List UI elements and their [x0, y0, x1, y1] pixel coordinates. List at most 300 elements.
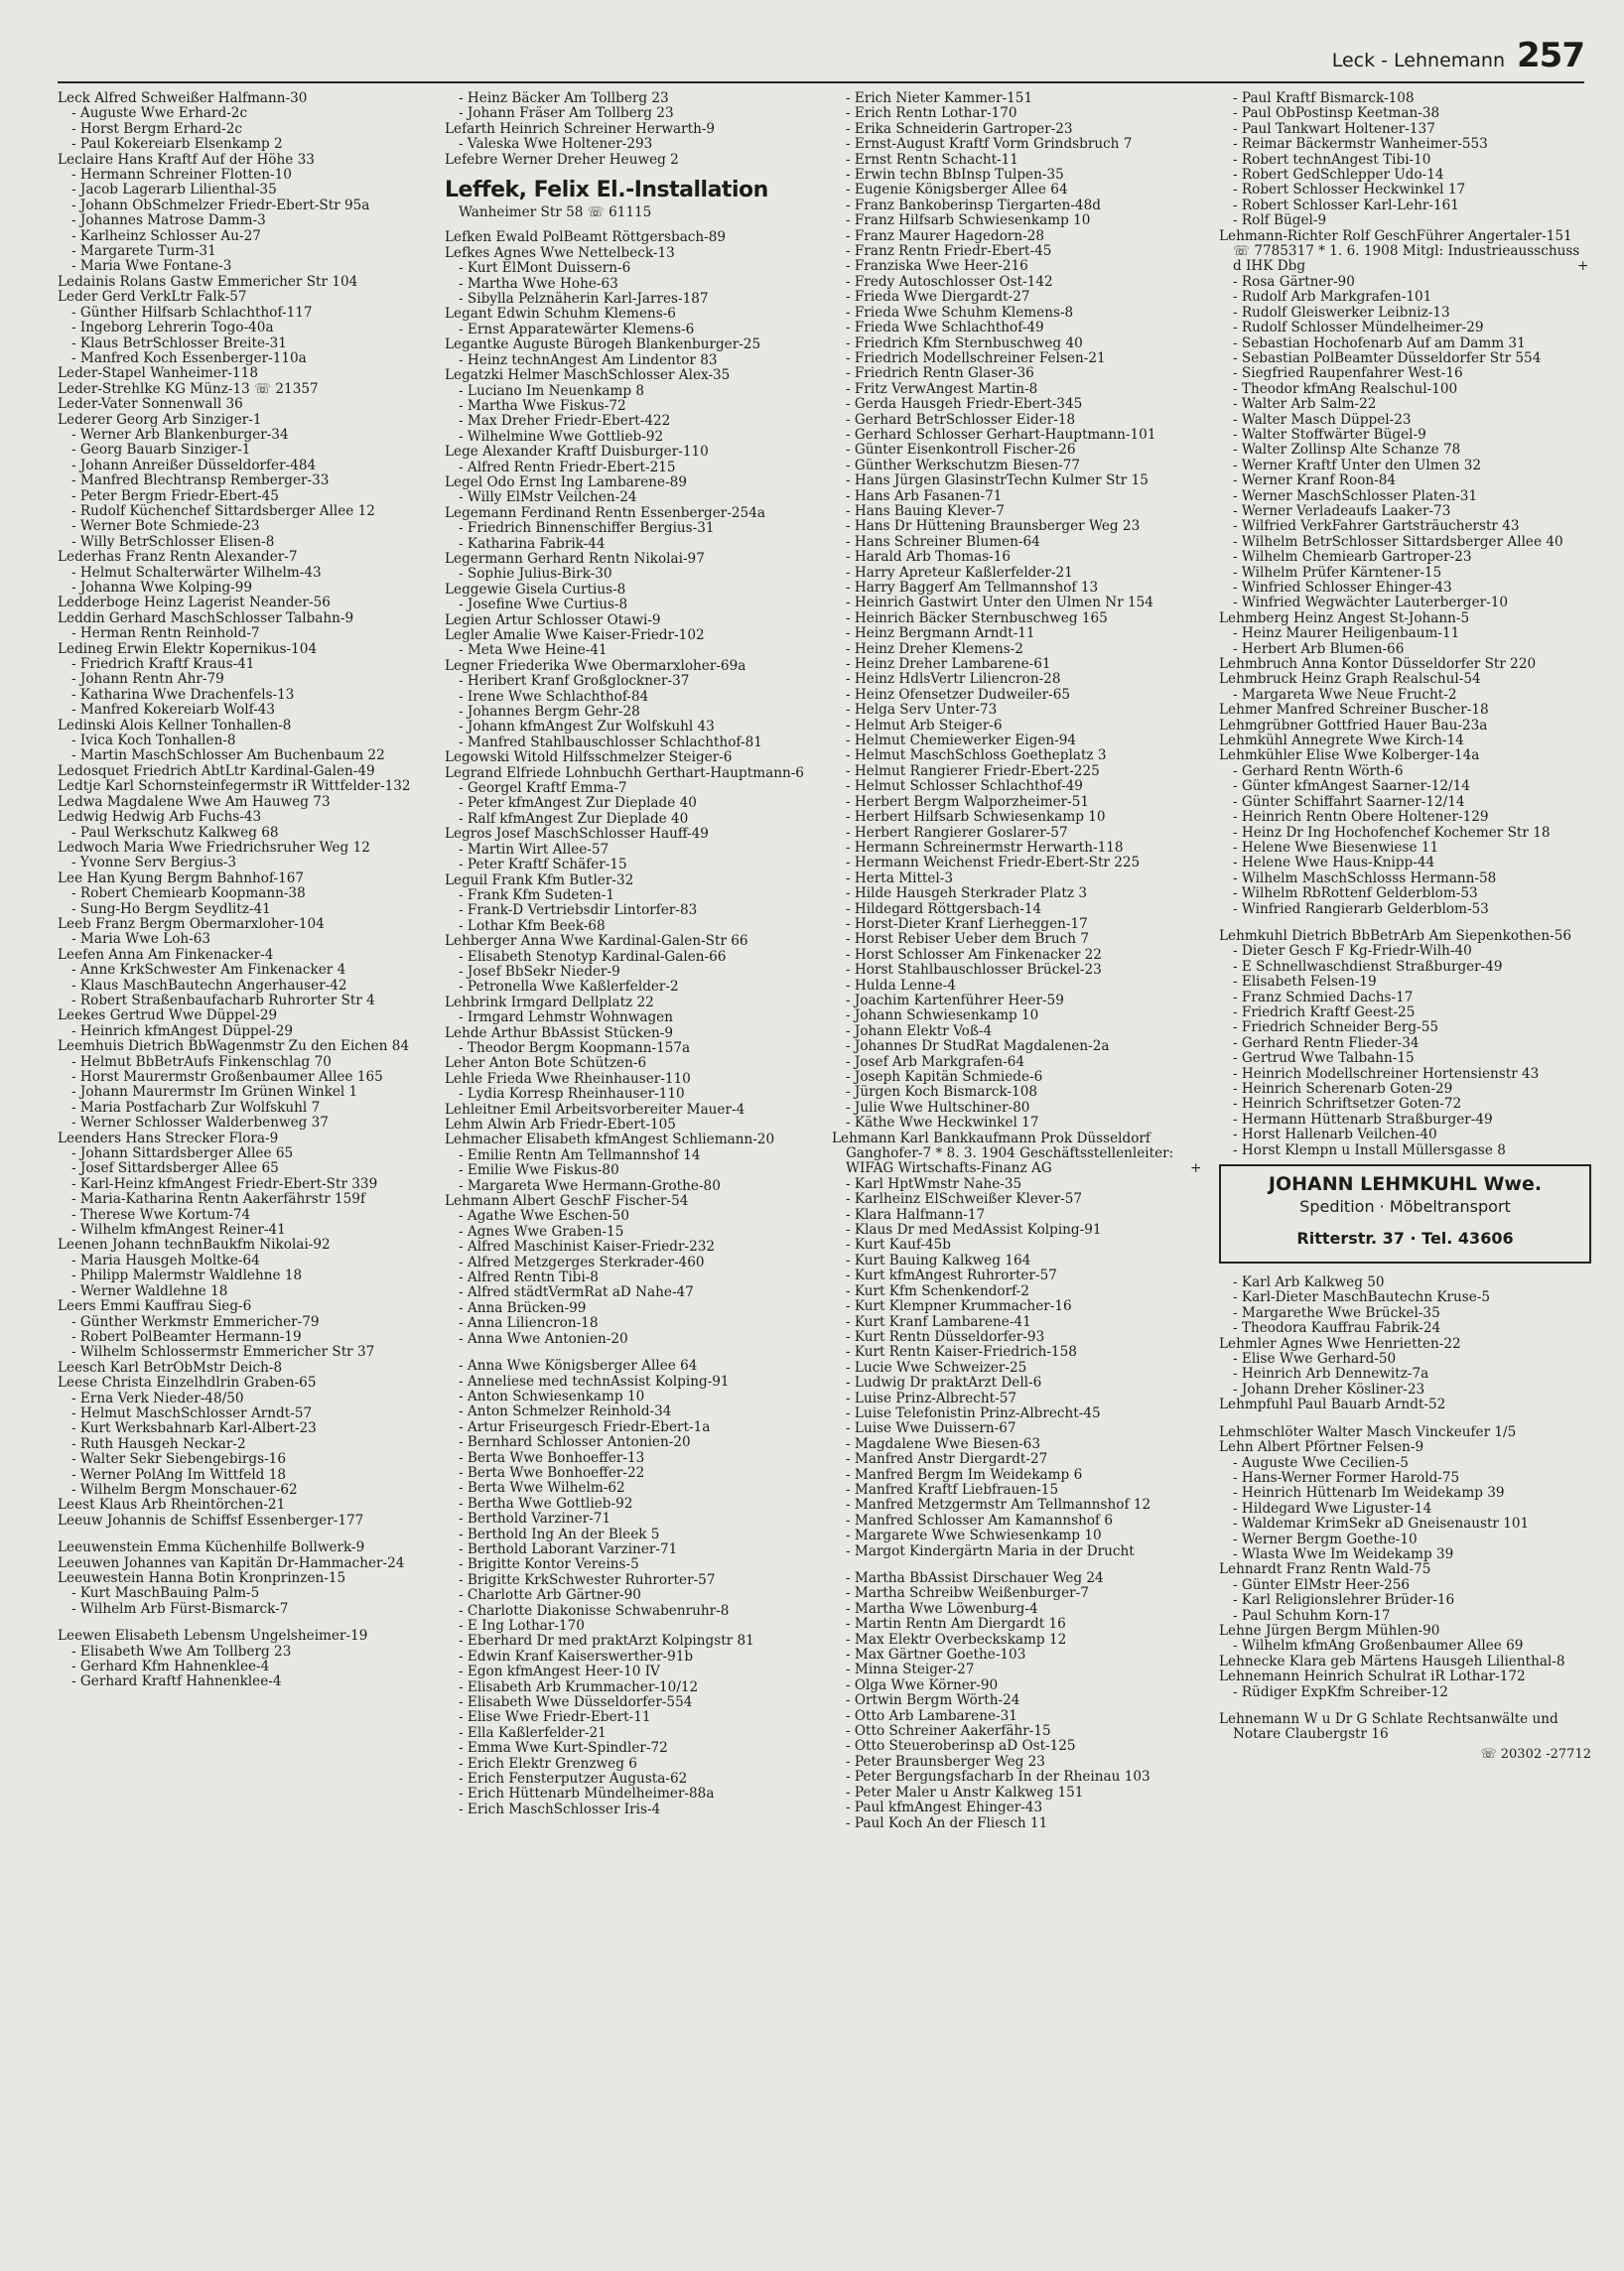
- entry-text: Lehmkühl Annegrete Wwe Kirch-14: [1219, 733, 1464, 749]
- entry-text: Legel Odo Ernst Ing Lambarene-89: [445, 473, 687, 490]
- sub-entry: [58, 504, 430, 519]
- entry-text: Lehnecke Klara geb Märtens Hausgeh Lilienthal-8: [1219, 1653, 1565, 1670]
- entry-text: Lehmgrübner Gottfried Hauer Bau-23a: [1219, 717, 1488, 734]
- sub-entry: [832, 566, 1204, 581]
- sub-entry: [832, 1085, 1204, 1100]
- sub-entry: [58, 1223, 430, 1238]
- entry-text: - Brigitte Kontor Vereins-5: [459, 1556, 639, 1573]
- sub-entry: [832, 199, 1204, 213]
- entry-text: - Hermann Hüttenarb Straßburger-49: [1233, 1111, 1493, 1128]
- entry-text: - Heinrich Scherenarb Goten-29: [1233, 1081, 1453, 1097]
- entry-text: - Heinz HdlsVertr Liliencron-28: [846, 671, 1061, 688]
- column-4: [1219, 91, 1591, 2260]
- entry-text: - Theodora Kauffrau Fabrik-24: [1233, 1320, 1441, 1337]
- entry-text: - Werner Verladeaufs Laaker-73: [1233, 502, 1451, 519]
- entry-text: - Johann Schwiesenkamp 10: [846, 1007, 1039, 1024]
- entry-phone-footer: ☏ 20302 -27712: [1480, 1746, 1591, 1762]
- entry-text: - Hilde Hausgeh Sterkrader Platz 3: [846, 885, 1087, 902]
- sub-entry: [58, 979, 430, 994]
- entry-text: - Erich Nieter Kammer-151: [846, 91, 1033, 106]
- sub-entry: [58, 122, 430, 137]
- entry-text: Leeb Franz Bergm Obermarxloher-104: [58, 915, 325, 932]
- entry-text: - Günter Schiffahrt Saarner-12/14: [1233, 793, 1465, 810]
- entry-text: - Hildegard Röttgersbach-14: [846, 900, 1042, 917]
- entry-text: - Peter Braunsberger Weg 23: [846, 1753, 1045, 1770]
- entry-text: - Peter Maler u Anstr Kalkweg 151: [846, 1784, 1084, 1801]
- sub-entry: [445, 1695, 817, 1710]
- sub-entry: [832, 259, 1204, 274]
- sub-entry: [1219, 153, 1591, 168]
- sub-entry: [832, 963, 1204, 978]
- entry-text: - Johann kfmAngest Zur Wolfskuhl 43: [459, 719, 715, 735]
- advertisement-box: [1219, 1164, 1591, 1264]
- sub-entry: [832, 1330, 1204, 1345]
- entry-text: - Erich Fensterputzer Augusta-62: [459, 1771, 688, 1788]
- sub-entry: [445, 781, 817, 796]
- directory-entry: [1219, 1670, 1591, 1684]
- entry-text: - Anton Schmelzer Reinhold-34: [459, 1403, 672, 1420]
- entry-text: - Joachim Kartenführer Heer-59: [846, 992, 1064, 1008]
- entry-text: - Paul Werkschutz Kalkweg 68: [71, 824, 279, 841]
- directory-entry: Lehmann-Richter Rolf GeschFührer Angertaler-151 ☏ 7785317 * 1. 6. 1908 Mitgl: Industrieausschuss d IHK Dbg +: [1219, 227, 1589, 275]
- sub-entry: [832, 519, 1204, 534]
- entry-text: - Gerhard Rentn Flieder-34: [1233, 1034, 1420, 1051]
- entry-text: - Katharina Fabrik-44: [459, 535, 606, 552]
- sub-entry: [58, 1116, 430, 1131]
- sub-entry: [1219, 1367, 1591, 1382]
- entry-text: Legemann Ferdinand Rentn Essenberger-254a: [445, 504, 765, 521]
- sub-entry: [832, 841, 1204, 856]
- entry-text: - Heinz Ofensetzer Dudweiler-65: [846, 686, 1071, 703]
- sub-entry: [445, 980, 817, 995]
- entry-text: - Friedrich Modellschreiner Felsen-21: [846, 349, 1106, 366]
- entry-text: - Berthold Varziner-71: [459, 1511, 611, 1528]
- sub-entry: [832, 428, 1204, 443]
- entry-text: - Auguste Wwe Erhard-2c: [71, 105, 248, 122]
- directory-entry: [58, 1008, 430, 1023]
- entry-text: - Paul Tankwart Holtener-137: [1233, 120, 1435, 137]
- entry-text: - Robert technAngest Tibi-10: [1233, 151, 1431, 168]
- directory-entry: [445, 475, 817, 490]
- entry-text: - Emilie Wwe Fiskus-80: [459, 1162, 619, 1179]
- sub-entry: [445, 812, 817, 827]
- entry-text: - Wlasta Wwe Im Weidekamp 39: [1233, 1545, 1454, 1562]
- directory-entry: [58, 917, 430, 932]
- sub-entry: [445, 1665, 817, 1679]
- directory-entry: [58, 948, 430, 963]
- entry-text: - Karlheinz ElSchweißer Klever-57: [846, 1191, 1082, 1208]
- entry-text: - Werner Schlosser Walderbenweg 37: [71, 1115, 329, 1132]
- sub-entry: [832, 1452, 1204, 1467]
- directory-entry: [1219, 1398, 1591, 1412]
- sub-entry: [445, 521, 817, 536]
- sub-entry: [58, 535, 430, 550]
- entry-text: - Erich Elektr Grenzweg 6: [459, 1755, 637, 1772]
- entry-text: - Heribert Kranf Großglockner-37: [459, 673, 690, 690]
- entry-text: - Werner Bergm Goethe-10: [1233, 1531, 1418, 1547]
- sub-entry: [1219, 168, 1591, 183]
- entry-text: - Elisabeth Arb Krummacher-10/12: [459, 1678, 699, 1695]
- sub-entry: [1219, 1639, 1591, 1654]
- entry-text: - Rudolf Schlosser Mündelheimer-29: [1233, 320, 1484, 336]
- entry-text: - Ortwin Bergm Wörth-24: [846, 1692, 1020, 1709]
- sub-entry: [445, 1148, 817, 1163]
- entry-text: Lehmann Albert GeschF Fischer-54: [445, 1193, 689, 1210]
- entry-text: - Peter Bergm Friedr-Ebert-45: [71, 487, 279, 504]
- entry-text: Leeuwestein Hanna Botin Kronprinzen-15: [58, 1570, 346, 1586]
- entry-text: - Karl-Dieter MaschBautechn Kruse-5: [1233, 1289, 1491, 1306]
- entry-text: - Hans-Werner Former Harold-75: [1233, 1469, 1460, 1486]
- entry-text: - Hans Schreiner Blumen-64: [846, 533, 1040, 550]
- sub-entry: [445, 137, 817, 152]
- entry-text: - Wilhelm Bergm Monschauer-62: [71, 1481, 298, 1498]
- sub-entry: [445, 888, 817, 903]
- page-number: 257: [1517, 36, 1584, 75]
- entry-text: - Berta Wwe Wilhelm-62: [459, 1480, 625, 1497]
- entry-text: - Horst Klempn u Install Müllersgasse 8: [1233, 1141, 1506, 1158]
- directory-entry: [1219, 1624, 1591, 1639]
- entry-text: - Luise Prinz-Albrecht-57: [846, 1390, 1017, 1406]
- sub-entry: [445, 1301, 817, 1316]
- sub-entry: [1219, 810, 1591, 825]
- sub-entry: [832, 1361, 1204, 1376]
- entry-text: Legros Josef MaschSchlosser Hauff-49: [445, 826, 709, 843]
- entry-text: - Gerhard Kraftf Hahnenklee-4: [71, 1673, 282, 1690]
- entry-text: - Margareta Wwe Neue Frucht-2: [1233, 686, 1457, 703]
- directory-entry: [58, 275, 430, 290]
- entry-text: - Kurt Kfm Schenkendorf-2: [846, 1282, 1029, 1299]
- sub-entry: [1219, 764, 1591, 779]
- entry-text: - Helmut MaschSchlosser Arndt-57: [71, 1404, 313, 1421]
- entry-text: Leck Alfred Schweißer Halfmann-30: [58, 91, 308, 106]
- entry-text: - Friedrich Schneider Berg-55: [1233, 1019, 1438, 1036]
- entry-text: - Brigitte KrkSchwester Ruhrorter-57: [459, 1571, 716, 1588]
- sub-entry: [1219, 306, 1591, 321]
- entry-text: - Heinrich kfmAngest Düppel-29: [71, 1022, 294, 1039]
- entry-text: - Helmut Chemiewerker Eigen-94: [846, 733, 1077, 749]
- sub-entry: [445, 91, 817, 106]
- directory-entry: [58, 611, 430, 626]
- entry-text: - Olga Wwe Körner-90: [846, 1676, 999, 1693]
- entry-text: - Peter Bergungsfacharb In der Rheinau 103: [846, 1769, 1150, 1786]
- sub-entry: [58, 856, 430, 870]
- entry-text: Leggewie Gisela Curtius-8: [445, 581, 626, 598]
- entry-text: - Elise Wwe Gerhard-50: [1233, 1351, 1397, 1368]
- entry-text: - E Ing Lothar-170: [459, 1618, 585, 1634]
- sub-entry: [832, 672, 1204, 687]
- directory-entry: [445, 750, 817, 765]
- entry-text: - Walter Zollinsp Alte Schanze 78: [1233, 442, 1461, 459]
- sub-entry: [445, 414, 817, 429]
- directory-entry: [445, 153, 817, 168]
- sub-entry: [445, 643, 817, 658]
- sub-entry: [832, 1483, 1204, 1498]
- sub-entry: [58, 688, 430, 703]
- sub-entry: [445, 1256, 817, 1270]
- sub-entry: [1219, 596, 1591, 610]
- directory-entry: [58, 1132, 430, 1146]
- sub-entry: [1219, 871, 1591, 886]
- sub-entry: [445, 1435, 817, 1450]
- entry-text: Lee Han Kyung Bergm Bahnhof-167: [58, 869, 305, 886]
- sub-entry: [832, 1544, 1204, 1559]
- entry-text: - Theodor Bergm Koopmann-157a: [459, 1039, 691, 1056]
- column-1: [58, 91, 430, 2260]
- directory-entry: [445, 1072, 817, 1087]
- entry-text: Lehbrink Irmgard Dellplatz 22: [445, 994, 654, 1010]
- sub-entry: [832, 1816, 1204, 1831]
- sub-entry: [832, 1529, 1204, 1543]
- entry-text: Lefken Ewald PolBeamt Röttgersbach-89: [445, 229, 727, 246]
- entry-text: - Karlheinz Schlosser Au-27: [71, 227, 261, 244]
- entry-text: - Wilhelmine Wwe Gottlieb-92: [459, 428, 664, 445]
- sub-entry: [1219, 991, 1591, 1005]
- sub-entry: [445, 1179, 817, 1194]
- directory-entry: [445, 1194, 817, 1209]
- entry-text: - Agnes Wwe Graben-15: [459, 1223, 624, 1240]
- sub-entry: [1219, 795, 1591, 810]
- directory-entry: [1219, 734, 1591, 748]
- sub-entry: [58, 1437, 430, 1452]
- entry-text: - Lothar Kfm Beek-68: [459, 917, 606, 934]
- sub-entry: [832, 1468, 1204, 1483]
- entry-text: - Heinz Dreher Klemens-2: [846, 640, 1023, 657]
- sub-entry: [58, 259, 430, 274]
- directory-entry: [1219, 657, 1591, 672]
- sub-entry: [832, 1238, 1204, 1253]
- entry-text: - Josef Arb Markgrafen-64: [846, 1053, 1025, 1070]
- sub-entry: [445, 1772, 817, 1787]
- entry-text: Ledineg Erwin Elektr Kopernikus-104: [58, 640, 318, 657]
- entry-text: - Hulda Lenne-4: [846, 977, 956, 994]
- entry-text: - Margarete Turm-31: [71, 243, 216, 260]
- entry-text: - Klaus MaschBautechn Angerhauser-42: [71, 977, 347, 994]
- entry-text: Ledwig Hedwig Arb Fuchs-43: [58, 809, 262, 826]
- entry-text: - Rüdiger ExpKfm Schreiber-12: [1233, 1683, 1448, 1700]
- sub-entry: [1219, 275, 1591, 290]
- sub-entry: [1219, 489, 1591, 504]
- entry-text: Lehmer Manfred Schreiner Buscher-18: [1219, 702, 1489, 719]
- sub-entry: [832, 1055, 1204, 1070]
- sub-entry: [58, 1452, 430, 1467]
- sub-entry: [832, 795, 1204, 810]
- sub-entry: [832, 1617, 1204, 1632]
- entry-text: - Max Elektr Overbeckskamp 12: [846, 1631, 1067, 1648]
- sub-entry: [58, 581, 430, 596]
- entry-text: - Alfred Rentn Tibi-8: [459, 1269, 599, 1286]
- sub-entry: [58, 1101, 430, 1116]
- sub-entry: [58, 932, 430, 947]
- entry-text: - Maria Wwe Fontane-3: [71, 258, 232, 275]
- entry-text: - Egon kfmAngest Heer-10 IV: [459, 1664, 660, 1680]
- entry-text: Leeuwen Johannes van Kapitän Dr-Hammacher-24: [58, 1554, 405, 1571]
- sub-entry: [832, 504, 1204, 519]
- sub-entry: [832, 1070, 1204, 1085]
- entry-text: - Martha Schreibw Weißenburger-7: [846, 1585, 1089, 1602]
- entry-text: - Günther Werkmstr Emmericher-79: [71, 1313, 320, 1330]
- entry-text: - Georg Bauarb Sinziger-1: [71, 442, 251, 459]
- directory-entry: [1219, 1425, 1591, 1440]
- sub-entry: [1219, 351, 1591, 366]
- entry-text: - Gertrud Wwe Talbahn-15: [1233, 1050, 1415, 1067]
- sub-entry: [1219, 1113, 1591, 1128]
- sub-entry: [1219, 1533, 1591, 1547]
- entry-text: - Heinrich Gastwirt Unter den Ulmen Nr 154: [846, 595, 1153, 611]
- entry-text: Ledwoch Maria Wwe Friedrichsruher Weg 12: [58, 839, 370, 856]
- sub-entry: [1219, 1685, 1591, 1700]
- entry-text: - Martin Rentn Am Diergardt 16: [846, 1616, 1066, 1633]
- sub-entry: [1219, 841, 1591, 856]
- entry-text: - Helga Serv Unter-73: [846, 702, 998, 719]
- entry-text: - Therese Wwe Kortum-74: [71, 1206, 251, 1223]
- directory-entry: [445, 613, 817, 628]
- entry-text: Leenders Hans Strecker Flora-9: [58, 1130, 279, 1146]
- sub-entry: [445, 430, 817, 445]
- sub-entry: [58, 1070, 430, 1085]
- sub-entry: [1219, 504, 1591, 519]
- entry-text: - Margareta Wwe Hermann-Grothe-80: [459, 1177, 721, 1194]
- entry-text: Leder-Stapel Wanheimer-118: [58, 365, 258, 382]
- entry-text: - Maria Wwe Loh-63: [71, 931, 211, 948]
- entry-text: - Gerhard Kfm Hahnenklee-4: [71, 1659, 270, 1675]
- sub-entry: [445, 1497, 817, 1512]
- entry-text: - Georgel Kraftf Emma-7: [459, 780, 627, 797]
- directory-entry: [445, 996, 817, 1010]
- sub-entry: [58, 1024, 430, 1039]
- sub-entry: [58, 1284, 430, 1299]
- entry-text: - Irmgard Lehmstr Wohnwagen: [459, 1009, 673, 1026]
- entry-text: - Kurt kfmAngest Ruhrorter-57: [846, 1268, 1057, 1284]
- entry-text: - Josef Sittardsberger Allee 65: [71, 1160, 279, 1177]
- sub-entry: [832, 413, 1204, 428]
- sub-entry: [1219, 1321, 1591, 1336]
- sub-entry: [58, 826, 430, 841]
- sub-entry: [445, 950, 817, 965]
- sub-entry: [445, 1270, 817, 1285]
- entry-text: - Heinrich Arb Dennewitz-7a: [1233, 1366, 1429, 1383]
- entry-text: - Minna Steiger-27: [846, 1662, 975, 1678]
- entry-text: - Wilhelm Chemiearb Gartroper-23: [1233, 549, 1472, 566]
- sub-entry: [1219, 106, 1591, 121]
- entry-text: - Wilfried VerkFahrer Gartsträucherstr 43: [1233, 518, 1520, 535]
- directory-entry: [445, 506, 817, 521]
- entry-text: - Manfred Anstr Diergardt-27: [846, 1451, 1048, 1468]
- sub-entry: [1219, 856, 1591, 870]
- entry-text: - Berthold Ing An der Bleek 5: [459, 1526, 660, 1542]
- sub-entry: [58, 734, 430, 748]
- entry-text: - Robert PolBeamter Hermann-19: [71, 1328, 302, 1345]
- entry-text: Lederhas Franz Rentn Alexander-7: [58, 549, 298, 566]
- entry-text: - Jacob Lagerarb Lilienthal-35: [71, 182, 277, 199]
- entry-text: - Wilhelm Arb Fürst-Bismarck-7: [71, 1600, 289, 1617]
- sub-entry: [445, 490, 817, 505]
- sub-entry: [832, 1039, 1204, 1054]
- entry-text: - Günther Hilfsarb Schlachthof-117: [71, 304, 313, 321]
- sub-entry: [1219, 566, 1591, 581]
- sub-entry: [58, 459, 430, 473]
- sub-entry: [832, 306, 1204, 321]
- sub-entry: [1219, 1020, 1591, 1035]
- entry-text: - Willy ElMstr Veilchen-24: [459, 489, 637, 506]
- entry-text: Legien Artur Schlosser Otawi-9: [445, 611, 661, 628]
- entry-text: - Winfried Rangierarb Gelderblom-53: [1233, 900, 1489, 917]
- entry-text: Ledtje Karl Schornsteinfegermstr iR Wittfelder-132: [58, 778, 411, 795]
- sub-entry: [832, 1269, 1204, 1283]
- entry-text: - Horst Rebiser Ueber dem Bruch 7: [846, 931, 1089, 948]
- sub-entry: [445, 323, 817, 337]
- sub-entry: [445, 1420, 817, 1435]
- sub-entry: [832, 1724, 1204, 1739]
- sub-entry: [832, 703, 1204, 718]
- entry-text: Lederer Georg Arb Sinziger-1: [58, 411, 262, 428]
- directory-entry: [445, 246, 817, 261]
- entry-text: - Johannes Bergm Gehr-28: [459, 704, 640, 721]
- entry-text: - Helmut BbBetrAufs Finkenschlag 70: [71, 1053, 332, 1070]
- page-header: [58, 34, 1584, 83]
- entry-text: - Hildegard Wwe Liguster-14: [1233, 1500, 1432, 1517]
- sub-entry: [832, 137, 1204, 152]
- directory-entry: [1219, 1562, 1591, 1577]
- entry-text: - Lydia Korresp Rheinhauser-110: [459, 1086, 685, 1103]
- sub-entry: [832, 321, 1204, 335]
- directory-entry: [445, 827, 817, 842]
- directory-entry: [1219, 1337, 1591, 1352]
- sub-entry: [832, 244, 1204, 259]
- sub-entry: [445, 261, 817, 276]
- sub-entry: [445, 384, 817, 399]
- entry-text: - Jürgen Koch Bismarck-108: [846, 1084, 1038, 1101]
- entry-text: - Friedrich Kraftf Kraus-41: [71, 656, 255, 673]
- entry-text: Leewen Elisabeth Lebensm Ungelsheimer-19: [58, 1628, 368, 1645]
- sub-entry: [832, 994, 1204, 1008]
- entry-text: - Maria Postfacharb Zur Wolfskuhl 7: [71, 1099, 321, 1116]
- directory-entry: [58, 550, 430, 565]
- sub-entry: [832, 1008, 1204, 1023]
- directory-entry: [58, 1039, 430, 1054]
- entry-text: - Kurt Kranf Lambarene-41: [846, 1313, 1031, 1330]
- sub-entry: [445, 1451, 817, 1466]
- sub-entry: [58, 473, 430, 488]
- sub-entry: [445, 1375, 817, 1390]
- directory-entry: [445, 552, 817, 567]
- entry-text: - Herman Rentn Reinhold-7: [71, 625, 260, 642]
- entry-text: - Luciano Im Neuenkamp 8: [459, 382, 645, 399]
- entry-text: - Herbert Hilfsarb Schwiesenkamp 10: [846, 809, 1106, 826]
- sub-entry: [445, 1404, 817, 1419]
- sub-entry: [832, 183, 1204, 198]
- sub-entry: [832, 1177, 1204, 1192]
- entry-text: - Irene Wwe Schlachthof-84: [459, 688, 649, 705]
- entry-text: - Manfred Metzgermstr Am Tellmannshof 12: [846, 1497, 1151, 1514]
- entry-text: - Helmut Schalterwärter Wilhelm-43: [71, 564, 322, 581]
- directory-entry: [58, 366, 430, 381]
- entry-text: - Berta Wwe Bonhoeffer-13: [459, 1449, 645, 1466]
- entry-text: - Harry Apreteur Kaßlerfelder-21: [846, 564, 1073, 581]
- sub-entry: [1219, 944, 1591, 959]
- entry-text: - Magdalene Wwe Biesen-63: [846, 1435, 1040, 1452]
- sub-entry: [832, 168, 1204, 183]
- sub-entry: [832, 948, 1204, 963]
- entry-text: - Emilie Rentn Am Tellmannshof 14: [459, 1146, 701, 1163]
- entry-text: - Manfred Blechtransp Remberger-33: [71, 472, 330, 489]
- entry-text: - Anneliese med technAssist Kolping-91: [459, 1373, 730, 1390]
- sub-entry: [832, 719, 1204, 734]
- entry-text: - Wilhelm Prüfer Kärntener-15: [1233, 564, 1442, 581]
- sub-entry: [832, 443, 1204, 458]
- entry-text: - Gerhard Schlosser Gerhart-Hauptmann-101: [846, 426, 1156, 443]
- entry-text: - Friedrich Kfm Sternbuschweg 40: [846, 334, 1083, 351]
- sub-entry: [832, 1406, 1204, 1421]
